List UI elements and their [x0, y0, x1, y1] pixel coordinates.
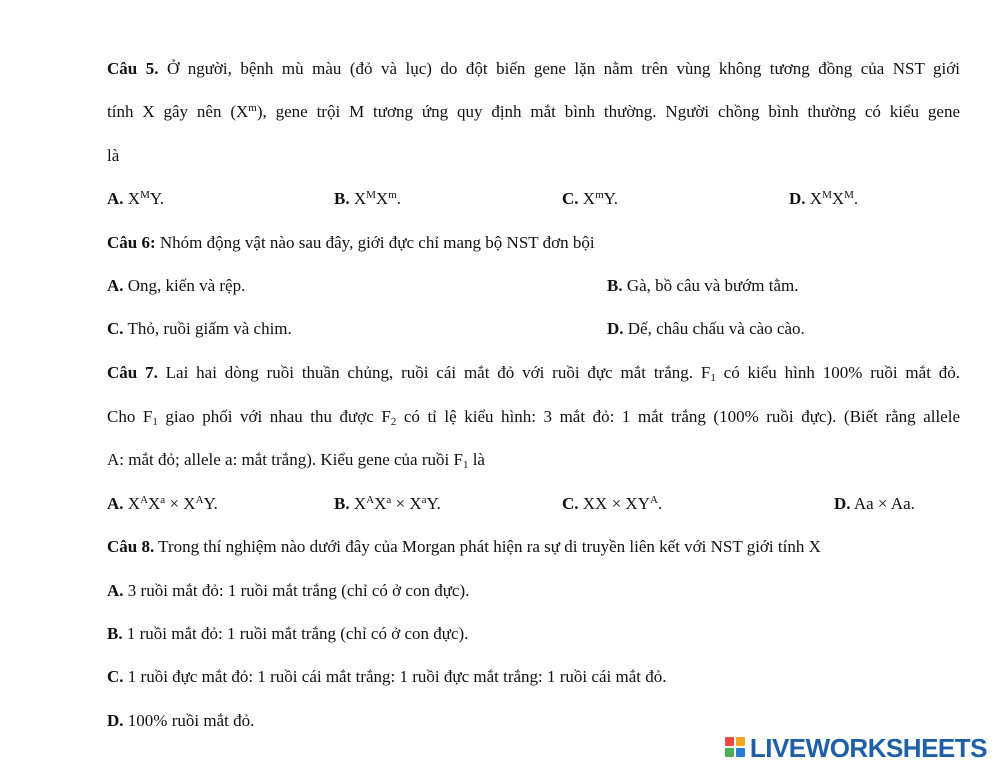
- question-6-number: Câu 6:: [107, 233, 156, 252]
- question-6-option-a[interactable]: A. Ong, kiến và rệp.: [107, 276, 246, 295]
- question-7-option-d[interactable]: D. Aa × Aa.: [834, 494, 915, 513]
- question-5-line-3: là: [107, 146, 120, 165]
- question-8-option-b[interactable]: B. 1 ruồi mắt đỏ: 1 ruồi mắt trắng (chỉ có ở con đực).: [107, 624, 469, 643]
- question-5-number: Câu 5.: [107, 59, 159, 78]
- question-7-option-c[interactable]: C. XX × $XY^A$.: [562, 494, 663, 513]
- question-8-option-c[interactable]: C. 1 ruồi đực mắt đỏ: 1 ruồi cái mắt trắng: 1 ruồi đực mắt trắng: 1 ruồi cái mắt đỏ.: [107, 667, 667, 686]
- question-5-option-d[interactable]: D. $X^MX^M$.: [789, 189, 859, 208]
- question-6-option-d[interactable]: D. Dế, châu chấu và cào cào.: [607, 319, 805, 338]
- liveworksheets-logo[interactable]: [725, 733, 987, 763]
- question-8-option-a[interactable]: A. 3 ruồi mắt đỏ: 1 ruồi mắt trắng (chỉ có ở con đực).: [107, 581, 470, 600]
- question-5-option-b[interactable]: B. $X^MX^m$.: [334, 189, 401, 208]
- question-6-option-c[interactable]: C. Thỏ, ruồi giấm và chim.: [107, 319, 292, 338]
- question-6-line: Câu 6: Nhóm động vật nào sau đây, giới đực chỉ mang bộ NST đơn bội: [107, 233, 595, 252]
- question-7-option-b[interactable]: B. $X^AX^a \times X^aY$.: [334, 494, 441, 513]
- question-5-line-1: Câu 5. Ở người, bệnh mù màu (đỏ và lục) do đột biến gene lặn nằm trên vùng không tương đồng của NST giới: [107, 59, 960, 78]
- question-8-line: Câu 8. Trong thí nghiệm nào dưới đây của Morgan phát hiện ra sự di truyền liên kết với NST giới tính X: [107, 537, 821, 556]
- question-5-line-2: tính X gây nên $(X^m)$, gene trội M tương ứng quy định mắt bình thường. Người chồng bình thường có kiểu gene: [107, 102, 960, 121]
- question-8-option-d[interactable]: D. 100% ruồi mắt đỏ.: [107, 711, 255, 730]
- question-5-option-c[interactable]: C. $X^mY$.: [562, 189, 618, 208]
- question-8-number: Câu 8.: [107, 537, 155, 556]
- question-7-line-2: Cho $F_1$ giao phối với nhau thu được $F_2$ có tỉ lệ kiểu hình: 3 mắt đỏ: 1 mắt trắng (100% ruồi đực). (Biết rằng allele: [107, 407, 960, 428]
- liveworksheets-logo-icon: [725, 737, 747, 759]
- question-7-option-a[interactable]: A. $X^AX^a \times X^AY$.: [107, 494, 218, 513]
- question-7-line-3: A: mắt đỏ; allele a: mắt trắng). Kiểu gene của ruồi $F_1$ là: [107, 450, 485, 471]
- logo-text: LIVEWORKSHEETS: [749, 732, 987, 763]
- question-5-option-a[interactable]: A. $X^MY$.: [107, 189, 165, 208]
- question-7-line-1: Câu 7. Lai hai dòng ruồi thuần chủng, ruồi cái mắt đỏ với ruồi đực mắt trắng. $F_1$ có kiểu hình 100% ruồi mắt đỏ.: [107, 363, 961, 384]
- question-7-number: Câu 7.: [107, 363, 158, 382]
- question-6-option-b[interactable]: B. Gà, bồ câu và bướm tằm.: [607, 276, 799, 295]
